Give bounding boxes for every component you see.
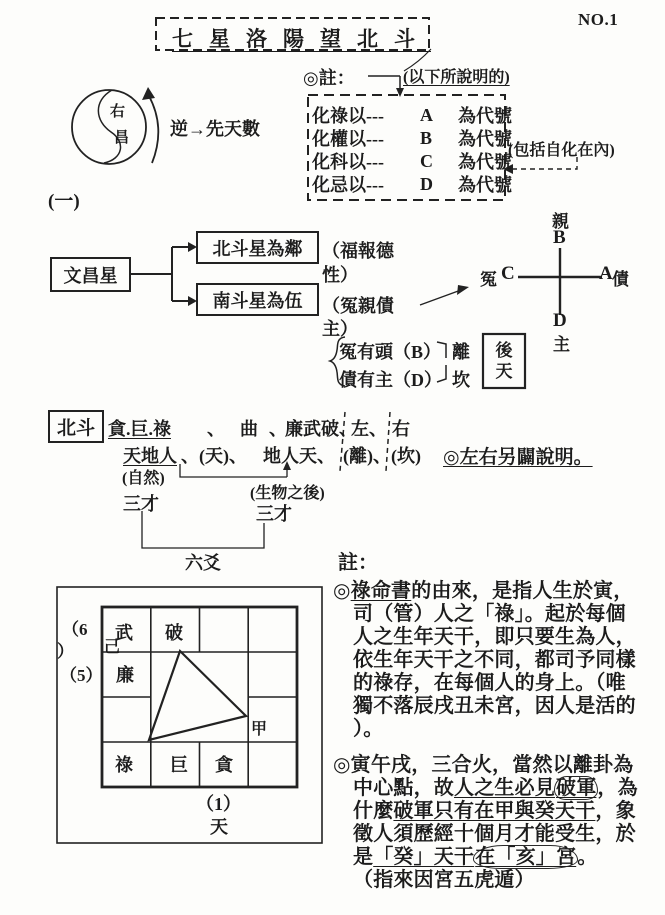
- beidou-line2-seg: 天地人: [123, 446, 177, 466]
- para-line: 依生年天干之不同，都司予同樣: [353, 649, 636, 671]
- chart-label-6: （6: [62, 620, 88, 639]
- cross-bottom-code: D: [553, 310, 567, 331]
- note-pointer-text: (以下所說明的): [403, 69, 510, 86]
- cross-left-label: 冤: [480, 270, 497, 289]
- note-row-name: 化科以---: [312, 152, 384, 172]
- beidou-line2-seg: (坎): [391, 446, 421, 466]
- flow-root: 文昌星: [63, 265, 118, 286]
- cross-right-code: A: [599, 263, 613, 284]
- section-label: (一): [48, 191, 80, 212]
- note-side-note: (包括自化在內): [508, 142, 615, 159]
- para-line: 人之生年天干，即只要生為人，: [353, 626, 636, 648]
- beidou-remark: ◎左右另闢說明。: [443, 447, 593, 468]
- notes-paragraph-1: [333, 580, 665, 741]
- cross-left-code: C: [501, 263, 515, 284]
- beidou-line1-seg: 曲: [240, 419, 258, 439]
- notes-paragraph-2: [333, 754, 665, 892]
- cross-right-label: 債: [612, 270, 629, 289]
- chart-label-1: （1）: [196, 794, 241, 814]
- para-line: （指來因宮五虎遁）: [353, 869, 535, 891]
- up-arrowhead-icon: [142, 87, 155, 100]
- right-arrowhead-icon: [188, 242, 197, 252]
- triangle-shape: [149, 651, 246, 740]
- para-line: 中心點，故人之生必見破軍，為: [353, 777, 638, 799]
- note-row-name: 化忌以---: [312, 175, 384, 195]
- cross-bottom-label: 主: [553, 335, 570, 354]
- taiji-lower-label: 昌: [114, 130, 130, 146]
- para-line: 徵人須歷經十個月才能受生，於: [353, 823, 636, 845]
- chart-label-tian: 天: [210, 817, 228, 837]
- note-row-suffix: 為代號: [458, 106, 512, 126]
- palace-lian: 廉: [116, 665, 134, 685]
- beidou-line1-seg: 、: [269, 419, 287, 439]
- page-number: NO.1: [578, 10, 619, 29]
- sancai-bracket: [142, 511, 264, 548]
- beidou-line1-seg: 廉武破、: [285, 419, 357, 439]
- beidou-line2-seg: 、(天)、: [181, 446, 247, 466]
- chart-label-5: （5）: [60, 666, 103, 685]
- note-row-code: B: [420, 127, 433, 148]
- note-row-code: D: [420, 173, 433, 194]
- pointer-arrow-line: [420, 290, 461, 305]
- note-row-name: 化祿以---: [312, 106, 384, 126]
- note-label: ◎註：: [303, 68, 355, 88]
- houtian-box: [483, 334, 525, 388]
- cross-top-label: 親: [552, 212, 569, 231]
- flow-branch-bottom: 南斗星為伍: [212, 290, 303, 311]
- taiji-circle-icon: [72, 90, 146, 164]
- chart-label-6-close: ）: [57, 642, 74, 661]
- para-line: 的祿存，在每個人的身上。（唯: [353, 672, 626, 694]
- branch-bottom-note: 主）: [322, 319, 358, 339]
- beidou-natural: (自然): [122, 470, 165, 487]
- flow-branch-top: 北斗星為鄰: [212, 238, 303, 259]
- palace-tan: 貪: [215, 755, 233, 775]
- cross-axes: [518, 248, 602, 315]
- chart-outer-frame: [57, 587, 322, 843]
- palace-ju: 巨: [170, 755, 188, 775]
- note-pointer-line: [368, 76, 400, 89]
- cross-top-code: B: [553, 227, 566, 248]
- beidou-label: 北斗: [56, 418, 95, 439]
- palace-wu: 武: [115, 623, 133, 643]
- taiji-caption: 逆→先天數: [170, 119, 260, 139]
- branch-bottom-note: （冤親債: [322, 296, 394, 316]
- beidou-line1-seg: 右: [392, 419, 410, 439]
- note-row-code: A: [420, 104, 433, 125]
- flow-connectors: [130, 247, 189, 301]
- pair-line-1: 冤有頭（B）: [339, 342, 442, 362]
- pair-tag-1: 離: [452, 342, 470, 362]
- right-arrowhead-icon: [188, 296, 197, 306]
- palace-lu: 祿: [115, 755, 133, 775]
- page-title: 七星洛陽望北斗: [172, 27, 431, 51]
- beidou-line1-seg: 貪.巨.祿: [108, 419, 171, 439]
- beidou-line1-seg: 左、: [351, 419, 387, 439]
- beidou-line1-seg: 、: [207, 419, 225, 439]
- para-line: 什麼破軍只有在甲與癸天干，象: [353, 800, 636, 822]
- palace-jia: 甲: [251, 721, 268, 738]
- note-row-suffix: 為代號: [458, 152, 512, 172]
- note-row-suffix: 為代號: [458, 129, 512, 149]
- pair-line-2: 債有主（D）: [339, 370, 442, 390]
- houtian-char: 後: [495, 341, 513, 360]
- liuyao-label: 六爻: [185, 553, 221, 573]
- para-line: ◎寅午戌，三合火，當然以離卦為: [333, 754, 634, 776]
- note-row-suffix: 為代號: [458, 175, 512, 195]
- beidou-line2-seg: 地人天、: [263, 446, 335, 466]
- para-line: 司（管）人之「祿」。起於每個: [353, 603, 626, 625]
- notes-header: 註：: [338, 552, 378, 574]
- para-line: ◎祿命書的由來，是指人生於寅，: [333, 580, 634, 602]
- para-line: 是「癸」天干在「亥」宮。: [353, 846, 598, 868]
- houtian-char: 天: [495, 362, 513, 381]
- note-row-name: 化權以---: [312, 129, 384, 149]
- note-row: [312, 171, 512, 197]
- ccw-arrow-curve: [149, 96, 158, 163]
- taiji-upper-label: 右: [110, 104, 126, 120]
- pair-tag-2: 坎: [452, 370, 470, 390]
- para-line: ）。: [353, 718, 384, 740]
- palace-ji: 己: [104, 639, 121, 656]
- para-line: 獨不落辰戌丑未宮，因人是活的: [353, 695, 636, 717]
- sancai-left: 三才: [123, 494, 159, 514]
- note-row-code: C: [420, 150, 433, 171]
- palace-po: 破: [165, 623, 183, 643]
- branch-top-note: 性）: [322, 265, 358, 285]
- beidou-biological: (生物之後): [250, 485, 325, 502]
- branch-top-note: （福報德: [322, 241, 394, 261]
- beidou-line2-seg: (離)、: [343, 446, 391, 466]
- sancai-right: 三才: [256, 504, 292, 524]
- right-arrowhead-icon: [457, 285, 469, 295]
